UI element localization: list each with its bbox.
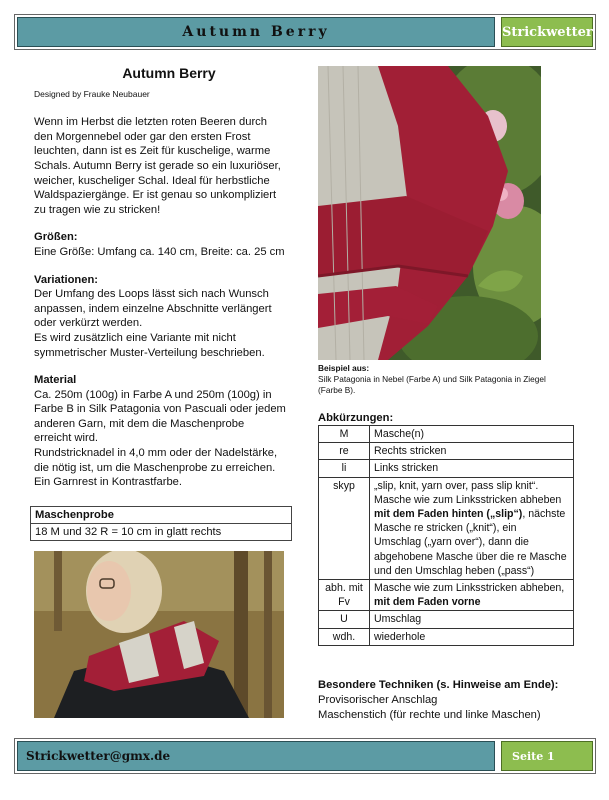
scarf-hydrangea-photo xyxy=(318,66,541,360)
material-section xyxy=(34,373,304,490)
variations-line: symmetrischer Muster-Verteilung beschrieben. xyxy=(34,346,265,359)
abbreviation-meaning: wiederhole xyxy=(370,628,574,645)
abbreviation-row xyxy=(319,460,574,477)
intro-line: zu tragen wie zu stricken! xyxy=(34,203,161,216)
intro-line: Waldspaziergänge. Er ist genau so unkompliziert xyxy=(34,189,277,202)
abbreviation-meaning: „slip, knit, yarn over, pass slip knit“. Masche wie zum Linksstricken abheben mit dem Faden hinten („slip“), nächste Masche re stricken („knit“), ein Umschlag („yarn over“), dann die abgehobene Masche über die re Masche und den Umschlag heben („pass“) xyxy=(370,477,574,579)
photo-caption xyxy=(318,363,588,396)
header-title: Autumn Berry xyxy=(182,24,330,40)
technique-item: Maschenstich (für rechte und linke Maschen) xyxy=(318,708,541,721)
gauge-text: 18 M und 32 R = 10 cm in glatt rechts xyxy=(35,526,222,538)
abbreviation-key: M xyxy=(319,426,370,443)
variations-line: anpassen, indem einzelne Abschnitte verlängert xyxy=(34,302,272,315)
variations-section xyxy=(34,273,304,361)
abbreviation-meaning: Links stricken xyxy=(370,460,574,477)
abbreviation-key: U xyxy=(319,611,370,628)
material-heading: Material xyxy=(34,374,77,387)
intro-text xyxy=(34,115,304,217)
variations-line: Der Umfang des Loops lässt sich nach Wunsch xyxy=(34,288,269,301)
abbreviations-table xyxy=(318,425,574,646)
technique-item: Provisorischer Anschlag xyxy=(318,693,438,706)
techniques-heading: Besondere Techniken (s. Hinweise am Ende): xyxy=(318,679,559,691)
techniques-section xyxy=(318,678,588,722)
header-brand: Strickwetter xyxy=(502,25,593,40)
gauge-box xyxy=(30,506,292,541)
abbreviations-heading: Abkürzungen: xyxy=(318,412,394,424)
intro-line: leuchten, dann ist es Zeit für kuschelige, warme xyxy=(34,145,271,158)
material-line: Farbe B in Silk Patagonia von Pascuali oder jedem xyxy=(34,403,286,416)
abbreviation-key: abh. mit Fv xyxy=(319,580,370,611)
caption-line: (Farbe B). xyxy=(318,385,356,395)
abbreviation-key: li xyxy=(319,460,370,477)
scarf-hydrangea-illustration xyxy=(318,66,541,360)
caption-label: Beispiel aus: xyxy=(318,363,370,373)
abbreviation-row xyxy=(319,426,574,443)
footer-page-box xyxy=(501,741,593,771)
pattern-title: Autumn Berry xyxy=(122,65,216,81)
abbreviation-meaning: Masche wie zum Linksstricken abheben, mit dem Faden vorne xyxy=(370,580,574,611)
footer-email[interactable]: Strickwetter@gmx.de xyxy=(26,749,171,763)
abbreviation-row xyxy=(319,580,574,611)
sizes-line: Eine Größe: Umfang ca. 140 cm, Breite: ca. 25 cm xyxy=(34,245,285,258)
abbreviation-row xyxy=(319,443,574,460)
page-number: Seite 1 xyxy=(512,750,555,763)
variations-heading: Variationen: xyxy=(34,273,99,286)
designer-credit: Designed by Frauke Neubauer xyxy=(34,88,150,99)
header-title-box xyxy=(17,17,495,47)
material-line: die nötig ist, um die Maschenprobe zu erreichen. xyxy=(34,461,276,474)
intro-line: Schals. Autumn Berry ist gerade so ein luxuriöser, xyxy=(34,159,281,172)
intro-line: weicher, kuscheliger Schal. Ideal für herbstliche xyxy=(34,174,270,187)
model-wearing-loop-photo xyxy=(34,551,284,718)
footer-email-box xyxy=(17,741,495,771)
footer-bar xyxy=(14,738,596,774)
abbreviation-meaning: Masche(n) xyxy=(370,426,574,443)
material-line: Ca. 250m (100g) in Farbe A und 250m (100g) in xyxy=(34,388,272,401)
sizes-heading: Größen: xyxy=(34,231,78,244)
abbreviation-row xyxy=(319,477,574,579)
gauge-heading: Maschenprobe xyxy=(31,507,291,524)
sizes-section xyxy=(34,230,304,259)
material-line: erreicht wird. xyxy=(34,432,99,445)
intro-line: Wenn im Herbst die letzten roten Beeren durch xyxy=(34,116,267,129)
model-illustration xyxy=(34,551,284,718)
header-brand-box xyxy=(501,17,593,47)
abbreviation-row xyxy=(319,628,574,645)
material-line: Rundstricknadel in 4,0 mm oder der Nadelstärke, xyxy=(34,447,278,460)
abbreviation-key: skyp xyxy=(319,477,370,579)
intro-line: den Morgennebel oder gar den ersten Frost xyxy=(34,130,251,143)
variations-line: oder verkürzt werden. xyxy=(34,317,143,330)
abbreviation-meaning: Rechts stricken xyxy=(370,443,574,460)
variations-line: Es wird zusätzlich eine Variante mit nicht xyxy=(34,331,236,344)
abbreviation-key: wdh. xyxy=(319,628,370,645)
abbreviation-key: re xyxy=(319,443,370,460)
abbreviation-meaning: Umschlag xyxy=(370,611,574,628)
abbreviation-row xyxy=(319,611,574,628)
header-bar xyxy=(14,14,596,50)
left-column xyxy=(34,62,304,490)
material-line: anderen Garn, mit dem die Maschenprobe xyxy=(34,417,245,430)
caption-line: Silk Patagonia in Nebel (Farbe A) und Silk Patagonia in Ziegel xyxy=(318,374,546,384)
material-line: Ein Garnrest in Kontrastfarbe. xyxy=(34,476,182,489)
